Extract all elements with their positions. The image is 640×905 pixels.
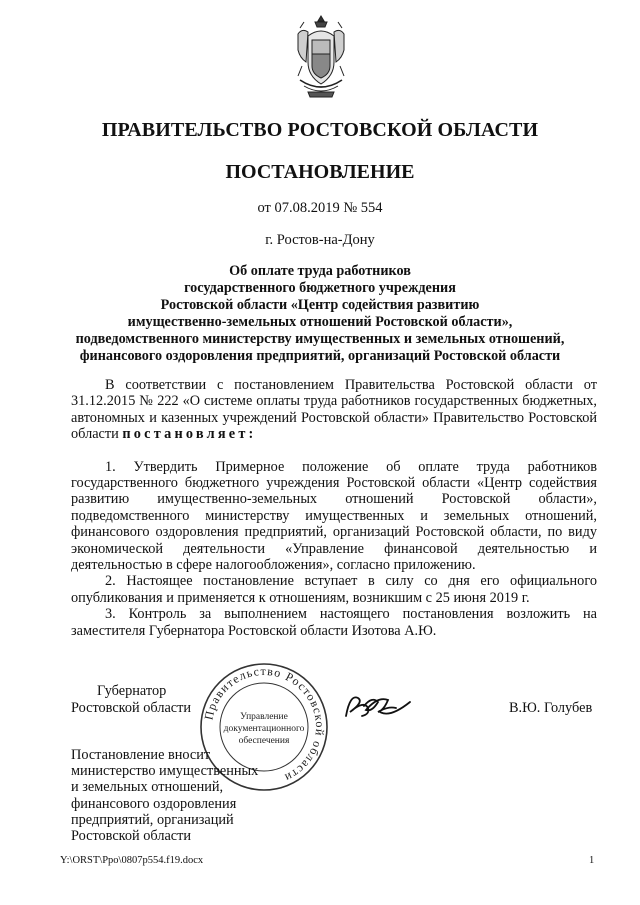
stamp-center-line: обеспечения: [238, 736, 290, 746]
subject-line: подведомственного министерству имущественных и земельных отношений,: [75, 331, 565, 347]
document-city: г. Ростов-на-Дону: [265, 232, 375, 248]
coat-of-arms-icon: [294, 14, 348, 100]
footer-page-number: 1: [589, 855, 595, 866]
preamble-paragraph: [71, 377, 597, 443]
note-line: предприятий, организаций: [71, 811, 234, 828]
signatory-title: [71, 683, 191, 717]
note-line: Постановление вносит: [71, 747, 211, 763]
subject-line: государственного бюджетного учреждения: [184, 280, 456, 296]
note-line: министерство имущественных: [71, 763, 259, 780]
document-subject: [40, 263, 600, 365]
document-type: ПОСТАНОВЛЕНИЕ: [225, 161, 415, 183]
note-line: Ростовской области: [71, 828, 192, 845]
subject-line: Ростовской области «Центр содействия развитию: [160, 297, 480, 313]
note-line: финансового оздоровления: [71, 795, 237, 812]
subject-line: Об оплате труда работников: [229, 263, 411, 279]
decree-word: постановляет:: [122, 426, 257, 443]
document-body: [71, 377, 597, 639]
signatory-title-line: Ростовской области: [71, 700, 192, 716]
signatory-name: В.Ю. Голубев: [509, 700, 593, 716]
preamble-text: В соответствии с постановлением Правительства Ростовской области от 31.12.2015 № 222 «О системе оплаты труда работников государственных бюджетных, автономных и казенных учреждений Ростовской области» Правительство Ростовской области: [71, 377, 597, 443]
item-paragraph: 2. Настоящее постановление вступает в силу со дня его официального опубликования и применяется к отношениям, возникшим с 25 июня 2019 г.: [71, 573, 597, 606]
subject-line: имущественно-земельных отношений Ростовской области»,: [127, 314, 513, 330]
signatory-title-line: Губернатор: [97, 683, 167, 699]
stamp-ring-text: Правительство Ростовской области: [201, 663, 328, 786]
stamp-center-line: Управление: [240, 712, 288, 722]
stamp-center-line: документационного: [223, 724, 305, 734]
footer-file-path: Y:\ORST\Ppo\0807p554.f19.docx: [60, 855, 204, 866]
document-date-number: от 07.08.2019 № 554: [257, 200, 383, 216]
handwritten-signature: [340, 688, 420, 724]
item-paragraph: 3. Контроль за выполнением настоящего постановления возложить на заместителя Губернатора Ростовской области Изотова А.Ю.: [71, 606, 597, 639]
subject-line: финансового оздоровления предприятий, организаций Ростовской области: [79, 348, 561, 364]
item-paragraph: 1. Утвердить Примерное положение об оплате труда работников государственного бюджетного учреждения Ростовской области «Центр содействия развитию имущественно-земельных отношений Ростовской области», подведомственного министерству имущественных и земельных отношений, финансового оздоровления предприятий, организаций Ростовской области, по виду экономической деятельности «Управление финансовой деятельностью и деятельностью в сфере налогообложения», согласно приложению.: [71, 458, 597, 574]
submission-note: [71, 747, 258, 844]
government-title: ПРАВИТЕЛЬСТВО РОСТОВСКОЙ ОБЛАСТИ: [101, 119, 539, 141]
note-line: и земельных отношений,: [71, 779, 224, 796]
